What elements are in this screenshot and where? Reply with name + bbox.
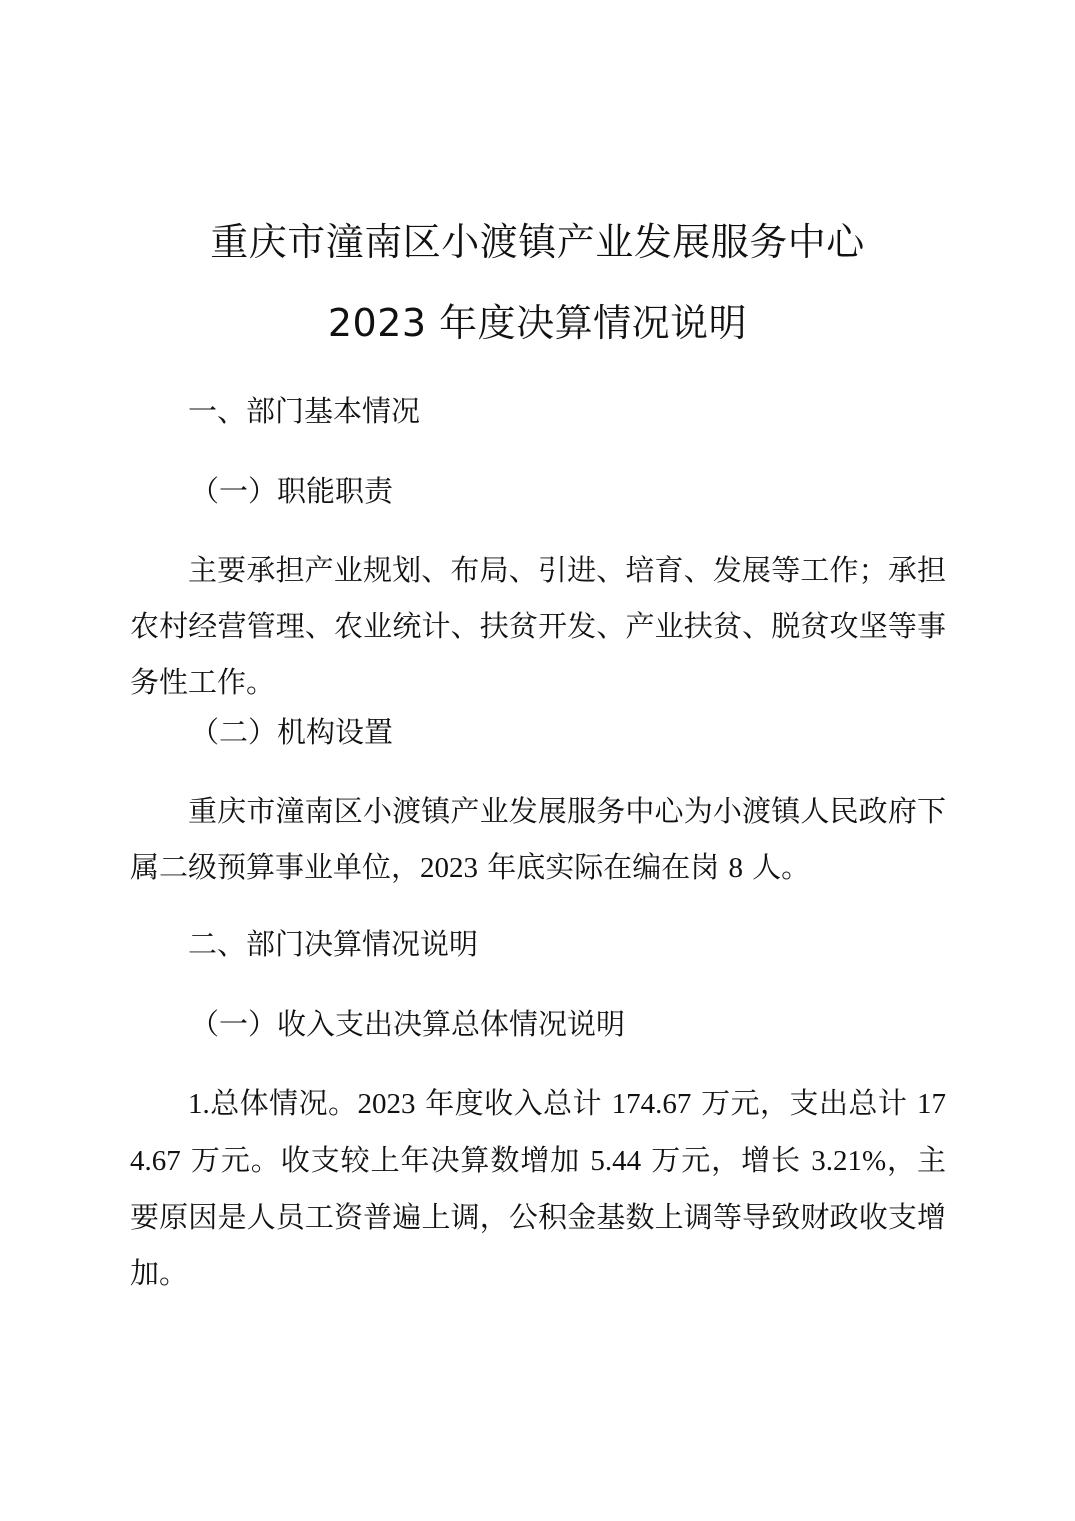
ie-text-2: 年度收入总计	[415, 1086, 612, 1120]
subsection-heading-functions: （一）职能职责	[190, 474, 394, 508]
subsection-heading-organization: （二）机构设置	[190, 715, 394, 749]
growth-rate: 3.21%	[811, 1145, 887, 1177]
org-text-1: 重庆市潼南区小渡镇产业发展服务中心为小渡镇人民政府下属二级预算事业单位，	[130, 794, 946, 884]
item-number: 1.	[188, 1088, 210, 1120]
ie-text-6: ，主要原因是人员工资普遍上调，公积金基数上调等导致财政收支增加。	[130, 1143, 947, 1290]
section-heading-basic-info: 一、部门基本情况	[188, 394, 421, 428]
paragraph-organization	[130, 783, 946, 896]
paragraph-functions: 主要承担产业规划、布局、引进、培育、发展等工作；承担农村经营管理、农业统计、扶贫开发、产业扶贫、脱贫攻坚等事务性工作。	[130, 553, 946, 699]
ie-year: 2023	[357, 1088, 416, 1120]
org-year: 2023	[420, 852, 479, 884]
document-title-line-2: 2023 年度决算情况说明	[327, 301, 748, 345]
org-text-2: 年底实际在编在岗	[478, 850, 729, 884]
ie-text-1: 总体情况。	[209, 1086, 358, 1120]
total-expense: 174.67	[130, 1088, 947, 1177]
subsection-heading-income-expense: （一）收入支出决算总体情况说明	[190, 1007, 626, 1041]
document-title-line-1: 重庆市潼南区小渡镇产业发展服务中心	[210, 220, 865, 264]
paragraph-income-expense	[130, 1075, 946, 1301]
section-heading-final-accounts: 二、部门决算情况说明	[188, 927, 479, 961]
total-income: 174.67	[611, 1088, 692, 1120]
ie-text-4: 万元。收支较上年决算数增加	[180, 1143, 591, 1177]
org-text-3: 人。	[742, 850, 811, 884]
ie-text-3: 万元，支出总计	[691, 1086, 918, 1120]
increase-amount: 5.44	[590, 1145, 642, 1177]
ie-text-5: 万元，增长	[641, 1143, 812, 1177]
org-staff-count: 8	[728, 852, 743, 884]
